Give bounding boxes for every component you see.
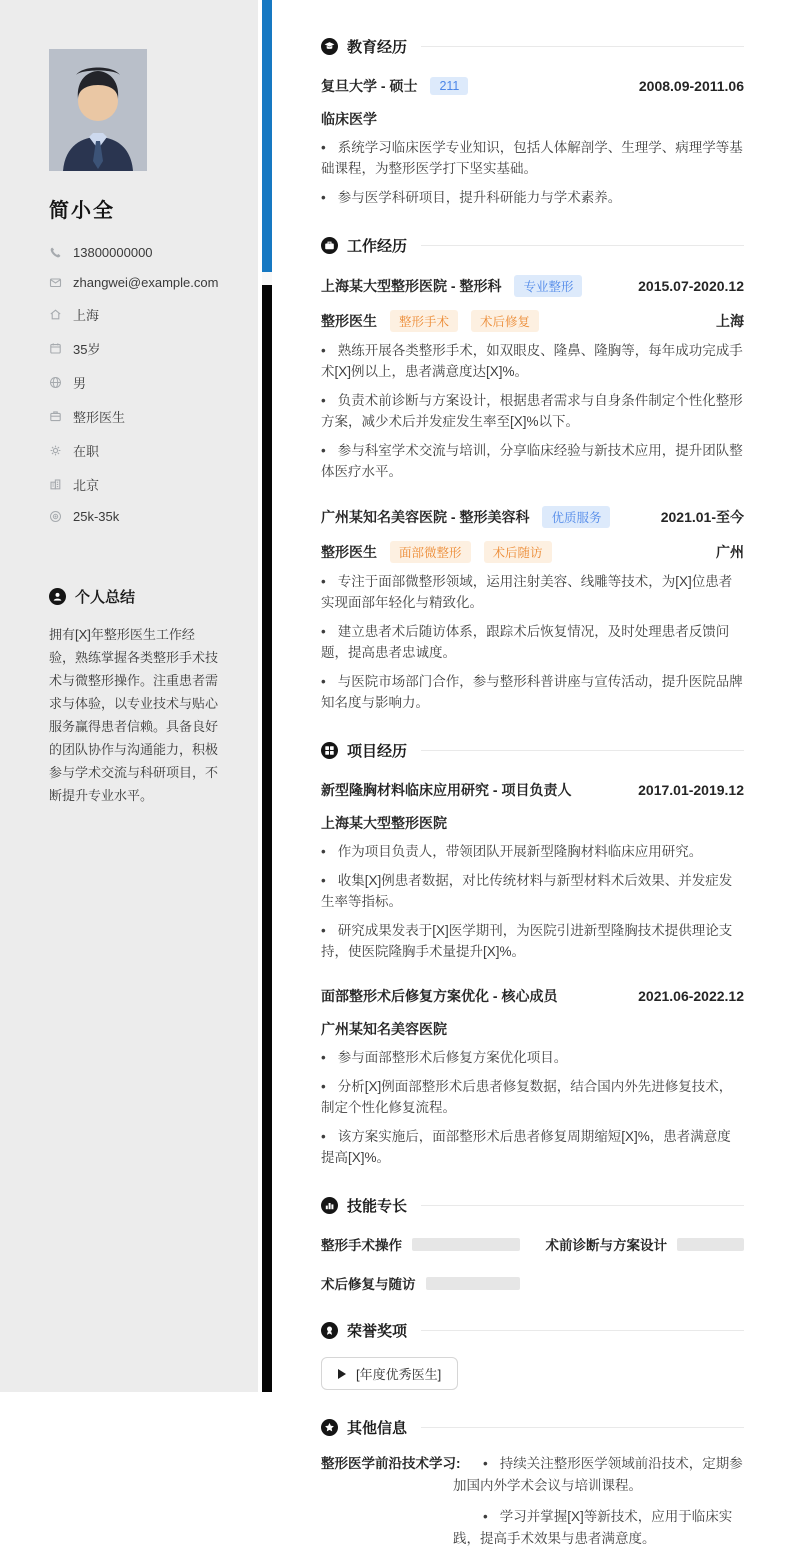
school-badge: 211: [430, 77, 468, 95]
section-divider: [421, 1427, 744, 1428]
project-org: 广州某知名美容医院: [321, 1021, 447, 1037]
work-org: 广州某知名美容医院 - 整形美容科: [321, 509, 530, 525]
phone-text: 13800000000: [73, 245, 153, 260]
skills-section: [321, 1195, 744, 1293]
skills-title: 技能专长: [347, 1198, 408, 1215]
work-badge: 专业整形: [514, 275, 582, 297]
skills-grid: [321, 1234, 744, 1293]
section-divider: [421, 245, 744, 246]
education-bullet: • 系统学习临床医学专业知识，包括人体解剖学、生理学、病理学等基础课程，为整形医学打下坚实基础。: [321, 137, 744, 179]
job-title-icon: [49, 410, 62, 423]
calendar-icon: [49, 342, 62, 355]
bar-chart-icon: [321, 1197, 338, 1214]
work-bullet: • 与医院市场部门合作，参与整形科普讲座与宣传活动，提升医院品牌知名度与影响力。: [321, 671, 744, 713]
award-text: [年度优秀医生]: [356, 1367, 442, 1382]
awards-section: [321, 1320, 744, 1390]
building-icon: [49, 478, 62, 491]
education-bullet: • 参与医学科研项目，提升科研能力与学术素养。: [321, 187, 744, 208]
project-entry: [321, 986, 744, 1168]
contact-phone: [49, 245, 219, 260]
home-icon: [49, 308, 62, 321]
city-text: 上海: [73, 308, 100, 323]
awards-title: 荣誉奖项: [347, 1323, 408, 1340]
work-bullet: • 建立患者术后随访体系，跟踪术后恢复情况，及时处理患者反馈问题，提高患者忠诚度。: [321, 621, 744, 663]
work-bullet: • 专注于面部微整形领域，运用注射美容、线雕等技术，为[X]位患者实现面部年轻化与精致化。: [321, 571, 744, 613]
skill-label: 术前诊断与方案设计: [545, 1238, 667, 1253]
award-item[interactable]: [321, 1357, 458, 1390]
summary-section: [49, 586, 219, 807]
profile-photo: [49, 49, 147, 171]
salary-text: 25k-35k: [73, 509, 120, 524]
work-badge: 优质服务: [542, 506, 610, 528]
section-divider: [421, 1330, 744, 1331]
project-date: 2017.01-2019.12: [638, 782, 744, 798]
sidebar: [0, 0, 258, 1392]
gender-text: 男: [73, 376, 87, 391]
work-section: [321, 235, 744, 713]
location-text: 北京: [73, 478, 100, 493]
skill-progress-track: [677, 1238, 744, 1251]
phone-icon: [49, 246, 62, 259]
play-icon: [338, 1369, 346, 1379]
main-content: [272, 0, 794, 1546]
project-bullet: • 研究成果发表于[X]医学期刊，为医院引进新型隆胸技术提供理论支持，使医院隆胸手术量提升[X]%。: [321, 920, 744, 962]
graduation-cap-icon: [321, 38, 338, 55]
project-entry: [321, 780, 744, 962]
section-divider: [421, 46, 744, 47]
education-date: 2008.09-2011.06: [638, 78, 744, 94]
education-entry: [321, 76, 744, 208]
contact-salary: [49, 509, 219, 524]
age-text: 35岁: [73, 342, 101, 357]
work-tag: 整形手术: [390, 310, 458, 332]
work-date: 2015.07-2020.12: [638, 278, 744, 294]
work-tag: 术后修复: [471, 310, 539, 332]
divider-column: [258, 0, 272, 1392]
work-date: 2021.01-至今: [660, 509, 744, 525]
education-section: [321, 36, 744, 208]
project-bullet: • 该方案实施后，面部整形术后患者修复周期缩短[X]%，患者满意度提高[X]%。: [321, 1126, 744, 1168]
contact-city: [49, 305, 219, 324]
skill-item: [321, 1234, 520, 1254]
skill-label: 术后修复与随访: [321, 1277, 416, 1292]
work-location: 上海: [716, 313, 744, 329]
work-bullet: • 参与科室学术交流与培训，分享临床经验与新技术应用，提升团队整体医疗水平。: [321, 440, 744, 482]
medal-icon: [321, 1322, 338, 1339]
school-degree: 复旦大学 - 硕士: [321, 78, 418, 94]
email-text: zhangwei@example.com: [73, 275, 219, 290]
contact-location: [49, 475, 219, 494]
work-org: 上海某大型整形医院 - 整形科: [321, 278, 502, 294]
project-date: 2021.06-2022.12: [638, 988, 744, 1004]
star-icon: [321, 1419, 338, 1436]
work-role: 整形医生: [321, 544, 377, 560]
skill-item: [321, 1273, 520, 1293]
candidate-name: 简小全: [49, 200, 115, 222]
scrollbar-track[interactable]: [262, 285, 272, 1392]
work-tag: 术后随访: [484, 541, 552, 563]
vertical-scrollbar: [262, 0, 272, 1392]
work-bullet: • 熟练开展各类整形手术，如双眼皮、隆鼻、隆胸等，每年成功完成手术[X]例以上，患者满意度达[X]%。: [321, 340, 744, 382]
work-location: 广州: [716, 544, 744, 560]
other-info-title: 其他信息: [347, 1420, 408, 1437]
job-title-text: 整形医生: [73, 410, 126, 425]
other-info-bullet: • 持续关注整形医学领域前沿技术，定期参加国内外学术会议与培训课程。: [453, 1453, 744, 1497]
work-role: 整形医生: [321, 313, 377, 329]
status-text: 在职: [73, 444, 100, 459]
skill-progress-track: [426, 1277, 520, 1290]
projects-title: 项目经历: [347, 743, 408, 760]
contact-job-title: [49, 407, 219, 426]
project-bullet: • 收集[X]例患者数据，对比传统材料与新型材料术后效果、并发症发生率等指标。: [321, 870, 744, 912]
scrollbar-gap: [262, 272, 272, 285]
contact-list: [49, 245, 219, 524]
project-name: 面部整形术后修复方案优化 - 核心成员: [321, 988, 558, 1004]
contact-email: [49, 275, 219, 290]
profile-photo-placeholder: [49, 49, 147, 171]
other-info-bullet: • 学习并掌握[X]等新技术，应用于临床实践，提高手术效果与患者满意度。: [453, 1506, 744, 1550]
contact-age: [49, 339, 219, 358]
other-info-bullets: [453, 1453, 744, 1559]
mail-icon: [49, 276, 62, 289]
major: 临床医学: [321, 111, 377, 127]
summary-text: 拥有[X]年整形医生工作经验，熟练掌握各类整形手术技术与微整形操作。注重患者需求与体验，以专业技术与贴心服务赢得患者信赖。具备良好的团队协作与沟通能力，积极参与学术交流与科研项目，不断提升专业水平。: [49, 627, 219, 803]
work-bullet: • 负责术前诊断与方案设计，根据患者需求与自身条件制定个性化整形方案，减少术后并发症发生率至[X]%以下。: [321, 390, 744, 432]
work-entry: [321, 275, 744, 482]
skill-item: [546, 1234, 745, 1254]
skill-label: 整形手术操作: [321, 1238, 402, 1253]
other-info-section: [321, 1417, 744, 1559]
person-icon: [49, 588, 66, 605]
skill-progress-track: [412, 1238, 520, 1251]
gear-icon: [49, 444, 62, 457]
project-bullet: • 作为项目负责人，带领团队开展新型隆胸材料临床应用研究。: [321, 841, 744, 862]
section-divider: [421, 1205, 744, 1206]
other-info-label: 整形医学前沿技术学习:: [321, 1456, 461, 1471]
grid-icon: [321, 742, 338, 759]
project-org: 上海某大型整形医院: [321, 815, 447, 831]
salary-icon: [49, 510, 62, 523]
work-tag: 面部微整形: [390, 541, 471, 563]
briefcase-icon: [321, 237, 338, 254]
scrollbar-thumb[interactable]: [262, 0, 272, 272]
education-title: 教育经历: [347, 39, 408, 56]
section-divider: [421, 750, 744, 751]
globe-icon: [49, 376, 62, 389]
project-bullet: • 分析[X]例面部整形术后患者修复数据，结合国内外先进修复技术，制定个性化修复流程。: [321, 1076, 744, 1118]
contact-gender: [49, 373, 219, 392]
project-bullet: • 参与面部整形术后修复方案优化项目。: [321, 1047, 744, 1068]
other-info-row: [321, 1453, 744, 1559]
projects-section: [321, 740, 744, 1168]
work-entry: [321, 506, 744, 713]
summary-title: 个人总结: [75, 589, 136, 606]
work-title: 工作经历: [347, 238, 408, 255]
project-name: 新型隆胸材料临床应用研究 - 项目负责人: [321, 782, 572, 798]
contact-status: [49, 441, 219, 460]
